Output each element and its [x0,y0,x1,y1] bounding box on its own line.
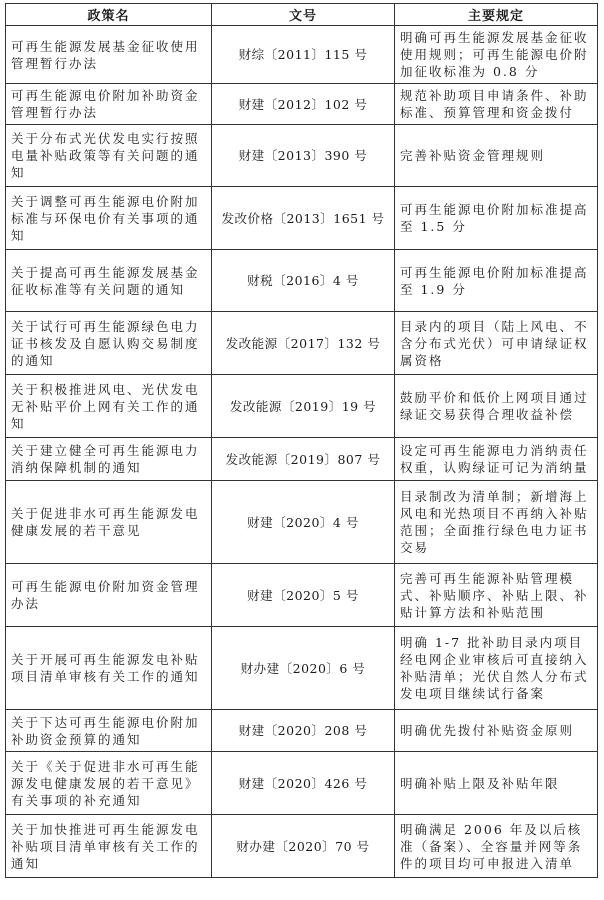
policy-name-cell: 关于开展可再生能源发电补贴项目清单审核有关工作的通知 [6,627,212,710]
policy-name-cell: 关于分布式光伏发电实行按照电量补贴政策等有关问题的通知 [6,125,212,187]
header-document-number: 文号 [212,4,395,26]
table-row [6,187,598,250]
policy-name-cell: 关于建立健全可再生能源电力消纳保障机制的通知 [6,438,212,481]
document-number-cell: 财办建〔2020〕6 号 [212,627,395,710]
policy-name-cell: 关于促进非水可再生能源发电健康发展的若干意见 [6,481,212,564]
policy-name-cell: 可再生能源发展基金征收使用管理暂行办法 [6,26,212,84]
header-policy-name: 政策名 [6,4,212,26]
document-number-cell: 发改能源〔2019〕807 号 [212,438,395,481]
provision-cell: 可再生能源电价附加标准提高至 1.5 分 [395,187,598,250]
provision-cell: 目录制改为清单制；新增海上风电和光热项目不再纳入补贴范围；全面推行绿色电力证书交易 [395,481,598,564]
table-row [6,26,598,84]
table-row [6,312,598,375]
provision-cell: 明确优先拨付补贴资金原则 [395,710,598,752]
table-row [6,752,598,815]
policy-name-cell: 关于加快推进可再生能源发电补贴项目清单审核有关工作的通知 [6,815,212,878]
document-number-cell: 财建〔2020〕208 号 [212,710,395,752]
table-row [6,627,598,710]
table-row [6,250,598,312]
provision-cell: 明确满足 2006 年及以后核准（备案）、全容量并网等条件的项目均可申报进入清单 [395,815,598,878]
policy-table [5,3,598,878]
policy-name-cell: 可再生能源电价附加补助资金管理暂行办法 [6,84,212,125]
provision-cell: 明确 1-7 批补助目录内项目经电网企业审核后可直接纳入补贴清单；光伏自然人分布式发电项目继续试行备案 [395,627,598,710]
provision-cell: 完善补贴资金管理规则 [395,125,598,187]
provision-cell: 设定可再生能源电力消纳责任权重，认购绿证可记为消纳量 [395,438,598,481]
policy-name-cell: 关于下达可再生能源电价附加补助资金预算的通知 [6,710,212,752]
table-row [6,125,598,187]
table-row [6,710,598,752]
header-main-provisions: 主要规定 [395,4,598,26]
table-row [6,815,598,878]
provision-cell: 明确可再生能源发展基金征收使用规则；可再生能源电价附加征收标准为 0.8 分 [395,26,598,84]
provision-cell: 规范补助项目申请条件、补助标准、预算管理和资金拨付 [395,84,598,125]
table-row [6,438,598,481]
document-number-cell: 财办建〔2020〕70 号 [212,815,395,878]
policy-name-cell: 关于提高可再生能源发展基金征收标准等有关问题的通知 [6,250,212,312]
policy-name-cell: 关于《关于促进非水可再生能源发电健康发展的若干意见》有关事项的补充通知 [6,752,212,815]
provision-cell: 可再生能源电价附加标准提高至 1.9 分 [395,250,598,312]
document-number-cell: 发改能源〔2017〕132 号 [212,312,395,375]
document-number-cell: 发改价格〔2013〕1651 号 [212,187,395,250]
provision-cell: 完善可再生能源补贴管理模式、补贴顺序、补贴上限、补贴计算方法和补贴范围 [395,564,598,627]
table-row [6,375,598,438]
provision-cell: 目录内的项目（陆上风电、不含分布式光伏）可申请绿证权属资格 [395,312,598,375]
document-number-cell: 财建〔2012〕102 号 [212,84,395,125]
header-row [6,4,598,26]
document-number-cell: 财建〔2020〕5 号 [212,564,395,627]
table-row [6,481,598,564]
provision-cell: 鼓励平价和低价上网项目通过绿证交易获得合理收益补偿 [395,375,598,438]
policy-name-cell: 关于试行可再生能源绿色电力证书核发及自愿认购交易制度的通知 [6,312,212,375]
document-number-cell: 发改能源〔2019〕19 号 [212,375,395,438]
document-number-cell: 财建〔2020〕426 号 [212,752,395,815]
document-number-cell: 财综〔2011〕115 号 [212,26,395,84]
policy-table-container [5,3,597,878]
policy-name-cell: 可再生能源电价附加资金管理办法 [6,564,212,627]
document-number-cell: 财建〔2013〕390 号 [212,125,395,187]
table-row [6,564,598,627]
policy-name-cell: 关于积极推进风电、光伏发电无补贴平价上网有关工作的通知 [6,375,212,438]
table-row [6,84,598,125]
document-number-cell: 财税〔2016〕4 号 [212,250,395,312]
provision-cell: 明确补贴上限及补贴年限 [395,752,598,815]
policy-name-cell: 关于调整可再生能源电价附加标准与环保电价有关事项的通知 [6,187,212,250]
document-number-cell: 财建〔2020〕4 号 [212,481,395,564]
